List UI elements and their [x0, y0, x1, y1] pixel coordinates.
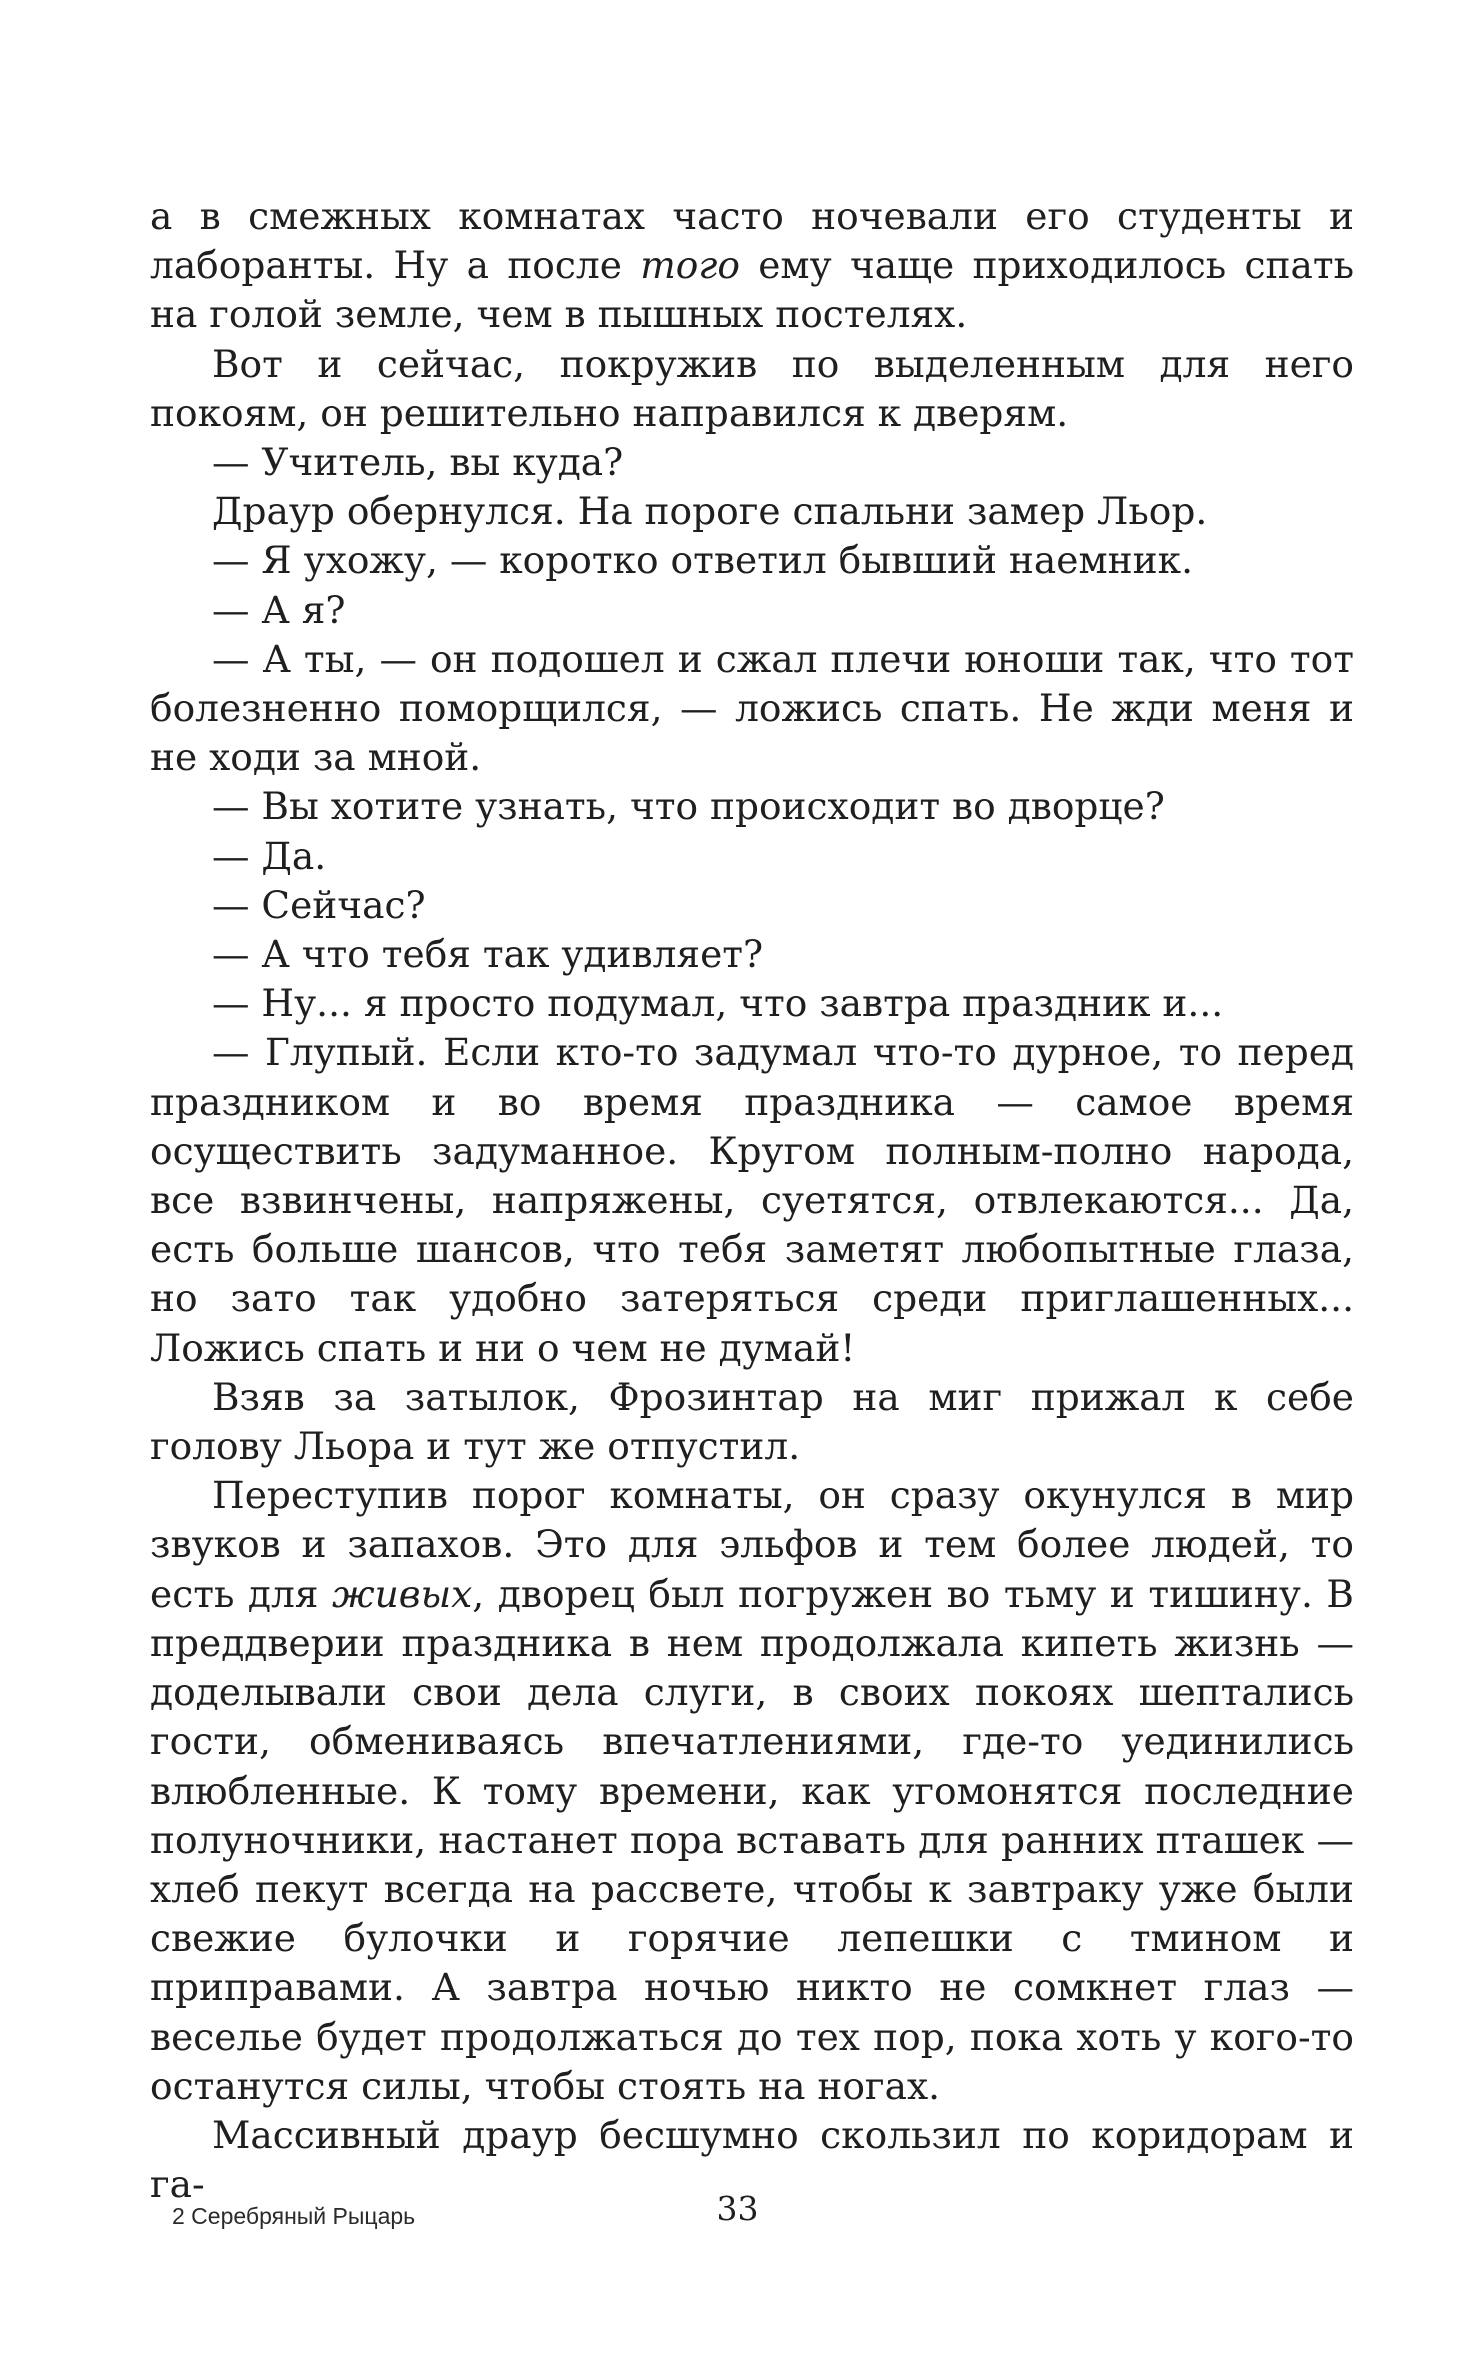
paragraph [150, 192, 1354, 340]
paragraph: Вот и сейчас, покружив по выделенным для него покоям, он решительно направился к дверям. [150, 341, 1354, 435]
paragraph: Взяв за затылок, Фрозинтар на миг прижал к себе голову Льора и тут же отпустил. [150, 1374, 1354, 1469]
dialogue-line: — Я ухожу, — коротко ответил бывший наемник. [212, 538, 1193, 583]
paragraph [150, 1471, 1354, 2111]
dialogue-line: — Сейчас? [212, 882, 426, 927]
paragraph: Драур обернулся. На пороге спальни замер Льор. [212, 489, 1208, 534]
dialogue-line: — Глупый. Если кто-то задумал что-то дурное, то перед праздником и во время праздника — самое время осуществить задуманное. Кругом полным-полно народа, все взвинчены, напряжены, суетятся, отвлекаются... Да, есть больше шансов, что тебя заметят любопытные глаза, но зато так удобно затеряться среди приглашенных... Ложись спать и ни о чем не думай! [150, 1030, 1354, 1370]
text-run: Переступив порог комнаты, он сразу окунулся в мир звуков и запахов. Это для эльфов и тем более людей, то есть для [150, 1473, 1354, 1616]
text-run: а в смежных комнатах часто ночевали его студенты и лаборанты. Ну а после [150, 194, 1354, 288]
dialogue-line: — Учитель, вы куда? [212, 440, 624, 485]
text-run: , дворец был погружен во тьму и тишину. В преддверии праздника в нем продолжала кипеть жизнь — доделывали свои дела слуги, в своих покоях шептались гости, обмениваясь впечатлениями, где-то уединились влюбленные. К тому времени, как угомонятся последние полуночники, настанет пора вставать для ранних пташек — хлеб пекут всегда на рассвете, чтобы к завтраку уже были свежие булочки и горячие лепешки с тмином и приправами. А завтра ночью никто не сомкнет глаз — веселье будет продолжаться до тех пор, пока хоть у кого-то останутся силы, чтобы стоять на ногах. [150, 1571, 1354, 2108]
dialogue-line: — Вы хотите узнать, что происходит во дворце? [212, 784, 1165, 829]
italic-word: живых [332, 1571, 473, 1616]
dialogue-line: — А я? [212, 587, 346, 632]
page-number: 33 [716, 2189, 759, 2228]
dialogue-line: — Да. [212, 833, 327, 878]
paragraph: Массивный драур бесшумно скользил по коридорам и га- [150, 2112, 1354, 2207]
dialogue-line: — Ну... я просто подумал, что завтра праздник и... [212, 981, 1224, 1026]
page-body [150, 192, 1354, 2209]
dialogue-line: — А что тебя так удивляет? [212, 932, 764, 977]
text-run: ему чаще приходилось спать на голой земле, чем в пышных постелях. [150, 243, 1354, 337]
italic-word: того [640, 243, 740, 288]
footer-signature: 2 Серебряный Рыцарь [172, 2203, 416, 2229]
dialogue-line: — А ты, — он подошел и сжал плечи юноши так, что тот болезненно поморщился, — ложись спать. Не жди меня и не ходи за мной. [150, 636, 1354, 780]
